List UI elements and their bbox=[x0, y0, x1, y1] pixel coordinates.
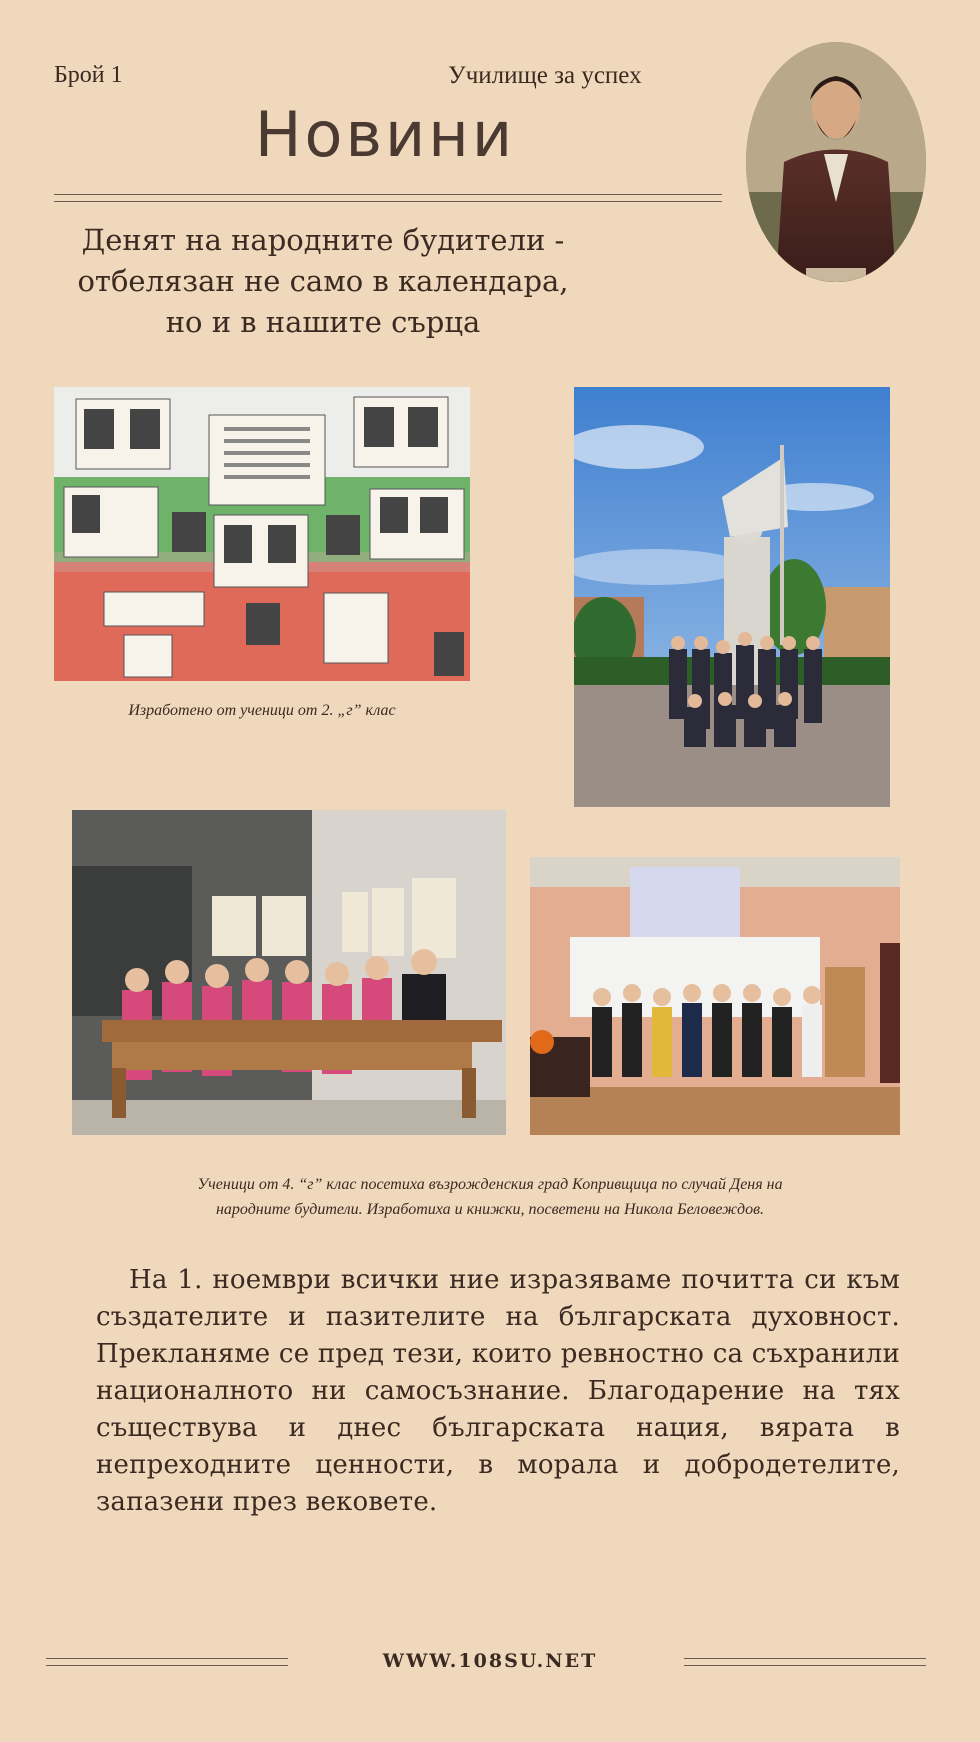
trip-caption bbox=[60, 1172, 920, 1222]
footer-rule-left-top bbox=[46, 1658, 288, 1659]
school-motto: Училище за успех bbox=[448, 62, 642, 89]
headline-line-1: Денят на народните будители - bbox=[81, 223, 565, 257]
monument-photo bbox=[574, 387, 890, 807]
headline-line-2: отбелязан не само в календара, bbox=[77, 264, 569, 298]
board-photo bbox=[54, 387, 470, 681]
newsletter-title: Новини bbox=[254, 98, 516, 171]
headline bbox=[58, 220, 588, 343]
classroom-photo bbox=[530, 857, 900, 1135]
header-rule-bottom bbox=[54, 201, 722, 202]
trip-caption-line-2: народните будители. Изработиха и книжки, посветени на Никола Беловеждов. bbox=[215, 1201, 765, 1218]
portrait-image bbox=[746, 42, 926, 282]
footer-rule-right-bottom bbox=[684, 1665, 926, 1666]
trip-caption-line-1: Ученици от 4. “г” клас посетиха възрожденския град Копривщица по случай Деня на bbox=[197, 1176, 783, 1193]
article-body: На 1. ноември всички ние изразяваме почитта си към създателите и пазителите на българската духовност. Прекланяме се пред тези, които ревностно са съхранили националното ни самосъзнание. Благодарение на тях съществува и днес българската нация, вярата в непреходните ценности, в морала и добродетелите, запазени през вековете. bbox=[96, 1265, 900, 1517]
museum-desk-photo bbox=[72, 810, 506, 1135]
header-rule-top bbox=[54, 194, 722, 195]
board-caption: Изработено от ученици от 2. „г” клас bbox=[128, 702, 396, 719]
headline-line-3: но и в нашите сърца bbox=[165, 305, 481, 339]
footer-rule-left-bottom bbox=[46, 1665, 288, 1666]
footer-rule-right-top bbox=[684, 1658, 926, 1659]
issue-number: Брой 1 bbox=[54, 62, 123, 88]
website-link[interactable]: WWW.108SU.NET bbox=[382, 1650, 598, 1672]
